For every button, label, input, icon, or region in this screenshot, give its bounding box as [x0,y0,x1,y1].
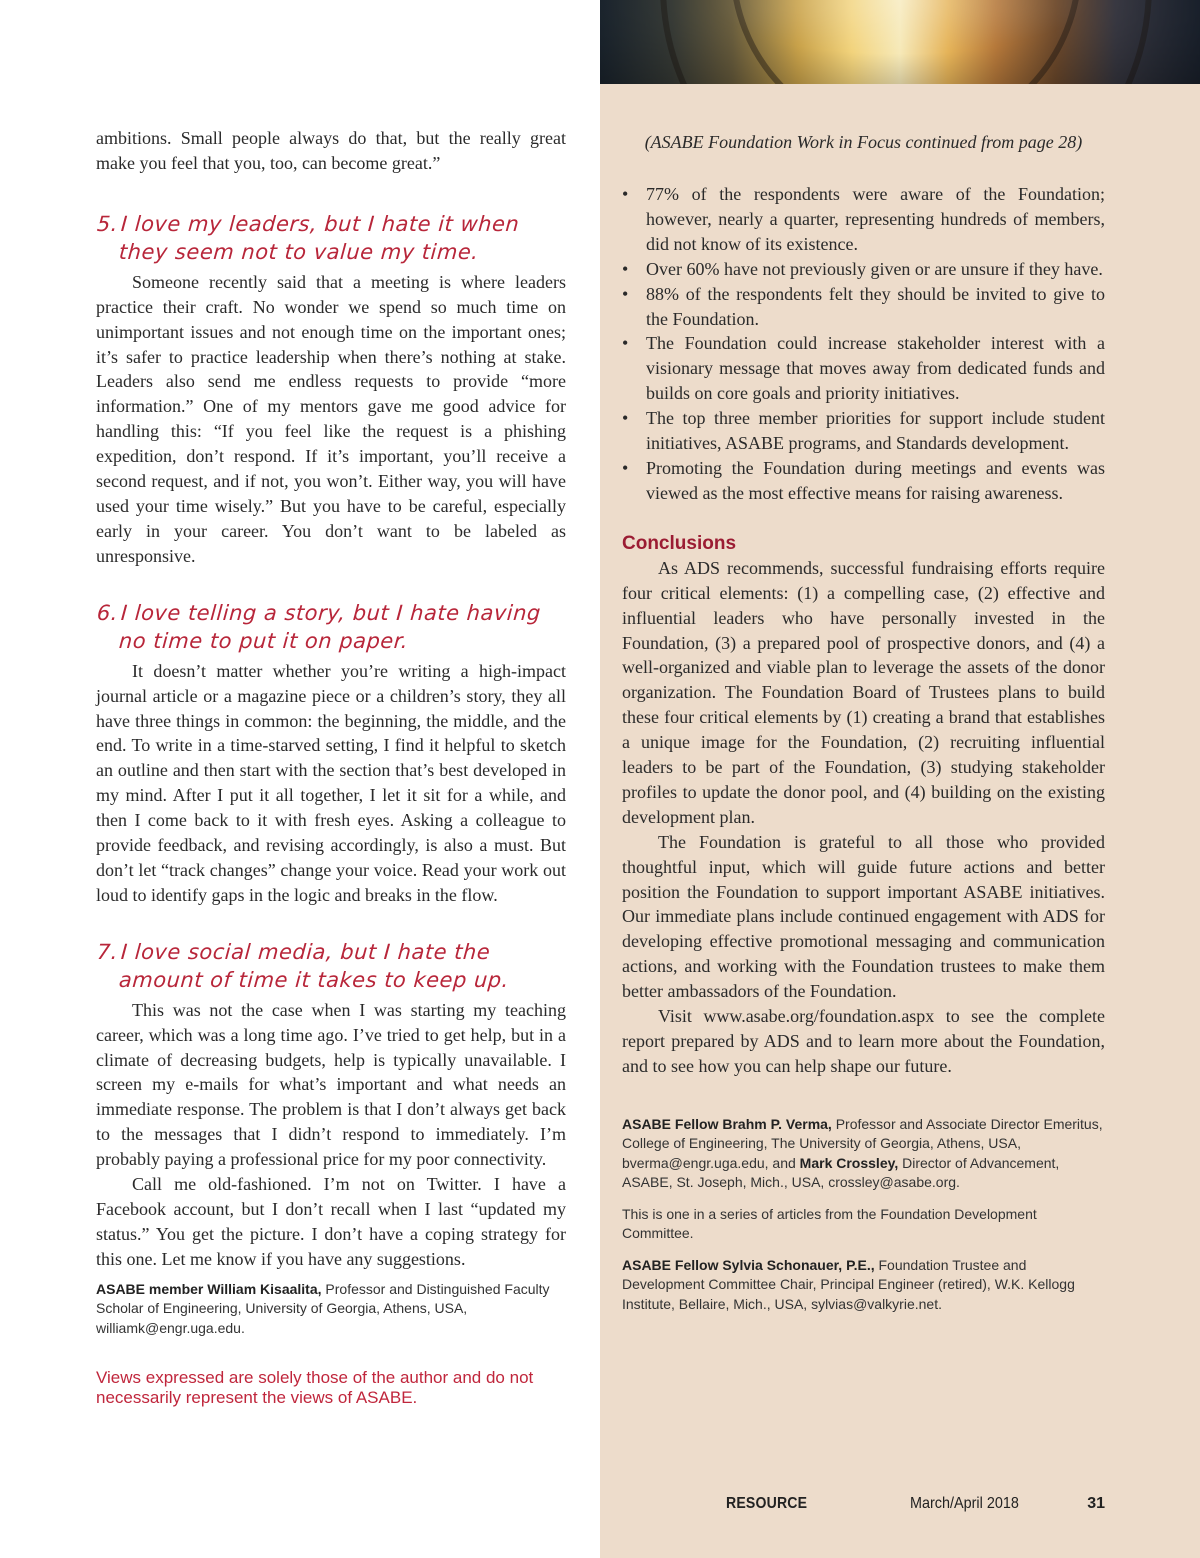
item-7-number: 7. [96,939,119,964]
left-column [96,126,566,1408]
item-7-paragraph-1: This was not the case when I was starting my teaching career, which was a long time ago. I’ve tried to get help, but in a climate of decreasing budgets, help is typically unavailable. I screen my e-mails for what’s important and what needs an immediate response. The problem is that I don’t always get back to the messages that I didn’t respond to immediately. I’m probably paying a professional price for my poor connectivity. [96,999,566,1170]
list-item: • The top three member priorities for support include student initiatives, ASABE programs, and Standards development. [622,406,1105,456]
series-note: This is one in a series of articles from the Foundation Development Committee. [622,1205,1037,1242]
list-item: • 77% of the respondents were aware of the Foundation; however, nearly a quarter, representing hundreds of members, did not know of its existence. [622,182,1105,257]
list-item: • 88% of the respondents felt they should be invited to give to the Foundation. [622,282,1105,332]
list-item: • The Foundation could increase stakeholder interest with a visionary message that moves away from dedicated funds and builds on core goals and priority initiatives. [622,331,1105,406]
author-details: Professor and Distinguished Faculty Scholar of Engineering, University of Georgia, Athens, USA, williamk@engr.uga.edu. [96,1280,550,1336]
author-name-crossley: Mark Crossley, [799,1154,899,1171]
continued-note: (ASABE Foundation Work in Focus continued from page 28) [644,132,1083,152]
item-7-heading [94,938,568,994]
item-7-heading-text: I love social media, but I hate the amount of time it takes to keep up. [118,939,510,992]
page-footer [622,1495,1105,1519]
conclusions-paragraph-2: The Foundation is grateful to all those who provided thoughtful input, which will guide future actions and better position the Foundation to support important ASABE initiatives. Our immediate plans include continued engagement with ADS for developing effective promotional messaging and communication actions, and working with the Foundation trustees to make them better ambassadors of the Foundation. [622,831,1105,1002]
issue-date: March/April 2018 [910,1495,1019,1512]
findings-list [622,182,1105,506]
conclusions-paragraph-1: As ADS recommends, successful fundraising efforts require four critical elements: (1) a compelling case, (2) effective and influential leaders who have personally invested in the Foundation, (3) a prepared pool of prospective donors, and (4) a well-organized and viable plan to leverage the assets of the donor organization. The Foundation Board of Trustees plans to build these four critical elements by (1) creating a brand that establishes a unique image for the Foundation, (2) recruiting influential leaders to be part of the Foundation, (3) studying stakeholder profiles to update the donor pool, and (4) building on the existing development plan. [622,557,1105,827]
conclusions-paragraph-3: Visit www.asabe.org/foundation.aspx to see the complete report prepared by ADS and to learn more about the Foundation, and to see how you can help shape our future. [622,1006,1105,1076]
item-5-heading-text: I love my leaders, but I hate it when they seem not to value my time. [118,211,521,264]
conclusions-heading: Conclusions [622,532,737,554]
disclaimer-text: Views expressed are solely those of the author and do not necessarily represent the views of ASABE. [96,1368,534,1408]
author-details-crossley: Director of Advancement, ASABE, St. Joseph, Mich., USA, crossley@asabe.org. [622,1154,1060,1191]
photo-shade [600,0,1200,84]
header-photo-band [600,0,1200,84]
list-item: • Over 60% have not previously given or are unsure if they have. [622,257,1105,282]
item-5-heading [94,210,568,266]
right-bylines [622,1115,1105,1315]
right-column [622,126,1105,1314]
item-7-paragraph-2: Call me old-fashioned. I’m not on Twitter. I have a Facebook account, but I don’t recall when I last “updated my status.” You get the picture. I don’t have a coping strategy for this one. Let me know if you have any suggestions. [96,1174,566,1269]
author-name: ASABE member William Kisaalita, [96,1280,322,1297]
author-byline-schonauer [622,1256,1105,1315]
magazine-name: RESOURCE [726,1495,808,1512]
author-byline [96,1280,566,1339]
item-5-paragraph: Someone recently said that a meeting is where leaders practice their craft. No wonder we spend so much time on unimportant issues and not enough time on the important ones; it’s safer to practice leadership when there’s nothing at stake. Leaders also send me endless requests to provide “more information.” One of my mentors gave me good advice for handling this: “If you feel like the request is a phishing expedition, don’t respond. If it’s important, you’ll receive a second request, and if not, you won’t. Either way, you will have used your time wisely.” But you have to be careful, especially early in your career. You don’t want to be labeled as unresponsive. [96,271,566,566]
page-number: 31 [1087,1495,1105,1512]
list-item: • Promoting the Foundation during meetings and events was viewed as the most effective means for raising awareness. [622,456,1105,506]
item-5-number: 5. [96,211,119,236]
author-name-schonauer: ASABE Fellow Sylvia Schonauer, P.E., [622,1256,875,1273]
author-name-verma: ASABE Fellow Brahm P. Verma, [622,1115,832,1132]
author-details-schonauer: Foundation Trustee and Development Committee Chair, Principal Engineer (retired), W.K. Kellogg Institute, Bellaire, Mich., USA, sylvias@valkyrie.net. [622,1256,1075,1312]
author-details-verma: Professor and Associate Director Emeritus, College of Engineering, The University of Georgia, Athens, USA, bverma@engr.uga.edu, and [622,1115,1103,1171]
item-6-heading [94,599,568,655]
item-6-number: 6. [96,600,119,625]
intro-paragraph: ambitions. Small people always do that, but the really great make you feel that you, too, can become great.” [96,128,566,173]
author-byline-verma [622,1115,1105,1193]
item-6-paragraph: It doesn’t matter whether you’re writing a high-impact journal article or a magazine piece or a children’s story, they all have three things in common: the beginning, the middle, and the end. To write in a time-starved setting, I find it helpful to sketch an outline and then start with the section that’s best developed in my mind. After I put it all together, I let it sit for a while, and then I come back to it with fresh eyes. Asking a colleague to provide feedback, and revising accordingly, is also a must. But don’t let “track changes” change your voice. Read your work out loud to identify gaps in the logic and breaks in the flow. [96,660,566,905]
item-6-heading-text: I love telling a story, but I hate having no time to put it on paper. [118,600,542,653]
